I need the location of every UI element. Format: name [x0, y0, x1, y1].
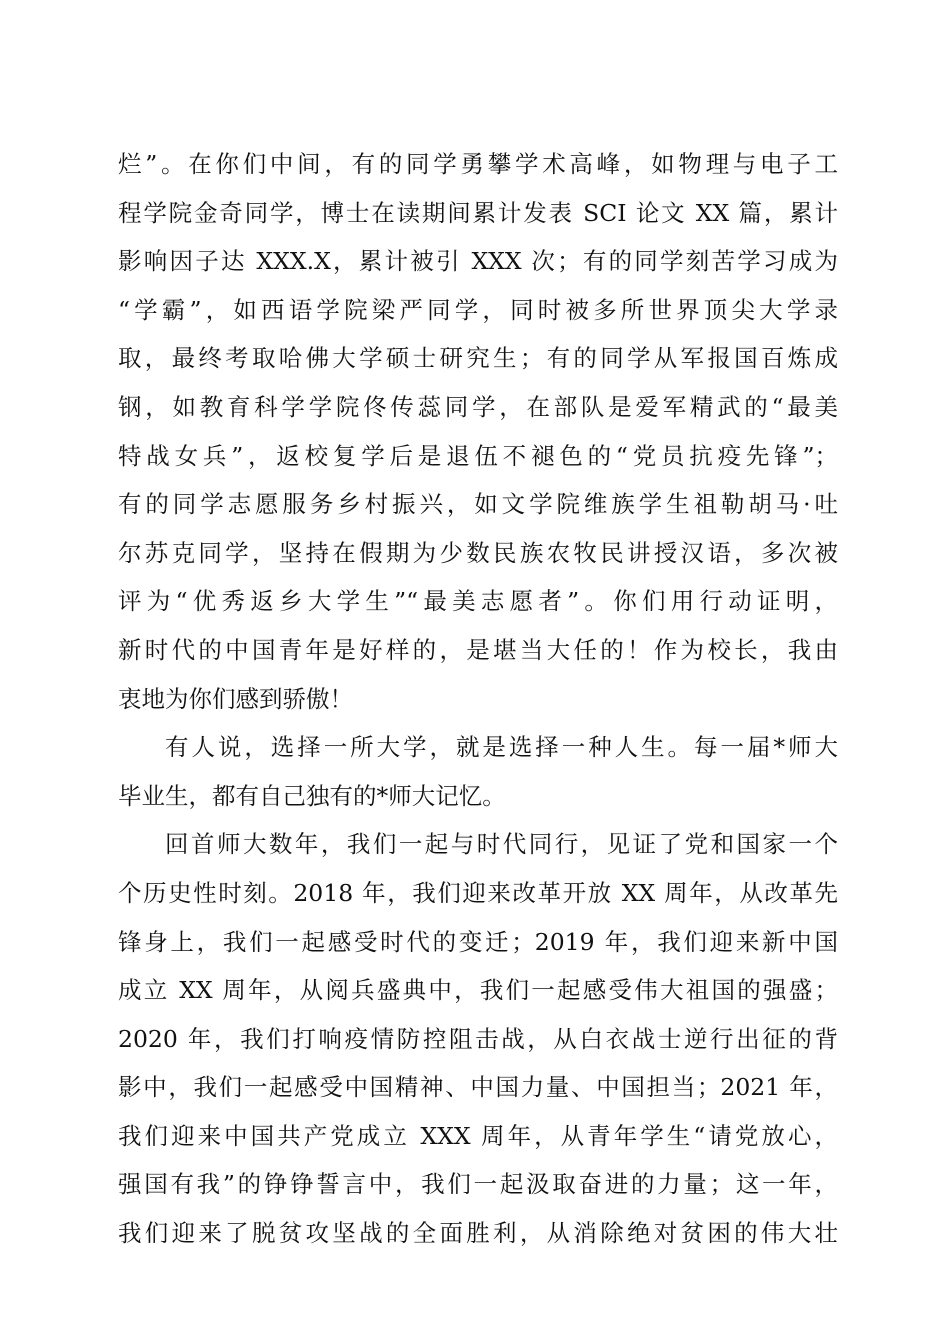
text-line: 影响因子达 XXX.X，累计被引 XXX 次；有的同学刻苦学习成为 — [118, 247, 838, 276]
text-line: 有人说，选择一所大学，就是选择一种人生。每一届*师大 — [165, 733, 838, 762]
text-line: 影中，我们一起感受中国精神、中国力量、中国担当；2021 年， — [118, 1073, 838, 1102]
text-line: 尔苏克同学，坚持在假期为少数民族农牧民讲授汉语，多次被 — [118, 538, 838, 567]
text-line: 衷地为你们感到骄傲！ — [118, 684, 353, 713]
paragraph-3 — [118, 820, 838, 1257]
text-line: 2020 年，我们打响疫情防控阻击战，从白衣战士逆行出征的背 — [118, 1024, 838, 1053]
paragraph-1 — [118, 140, 838, 723]
body-text — [118, 140, 838, 1258]
text-line: 取，最终考取哈佛大学硕士研究生；有的同学从军报国百炼成 — [118, 344, 838, 373]
text-line: “学霸”，如西语学院梁严同学，同时被多所世界顶尖大学录 — [118, 295, 838, 324]
text-line: 我们迎来中国共产党成立 XXX 周年，从青年学生“请党放心， — [118, 1121, 838, 1150]
text-line: 我们迎来了脱贫攻坚战的全面胜利，从消除绝对贫困的伟大壮 — [118, 1219, 838, 1248]
text-line: 毕业生，都有自己独有的*师大记忆。 — [118, 781, 506, 810]
text-line: 有的同学志愿服务乡村振兴，如文学院维族学生祖勒胡马·吐 — [118, 490, 838, 519]
text-line: 特战女兵”，返校复学后是退伍不褪色的“党员抗疫先锋”； — [118, 441, 838, 470]
text-line: 程学院金奇同学，博士在读期间累计发表 SCI 论文 XX 篇，累计 — [118, 198, 838, 227]
text-line: 新时代的中国青年是好样的，是堪当大任的！作为校长，我由 — [118, 635, 838, 664]
text-line: 回首师大数年，我们一起与时代同行，见证了党和国家一个 — [165, 830, 838, 859]
text-line: 锋身上，我们一起感受时代的变迁；2019 年，我们迎来新中国 — [118, 927, 838, 956]
text-line: 成立 XX 周年，从阅兵盛典中，我们一起感受伟大祖国的强盛； — [118, 976, 838, 1005]
text-line: 烂”。在你们中间，有的同学勇攀学术高峰，如物理与电子工 — [118, 150, 838, 178]
paragraph-2 — [118, 723, 838, 820]
text-line: 钢，如教育科学学院佟传蕊同学，在部队是爱军精武的“最美 — [118, 392, 838, 421]
text-line: 个历史性时刻。2018 年，我们迎来改革开放 XX 周年，从改革先 — [118, 878, 838, 907]
text-line: 评为“优秀返乡大学生”“最美志愿者”。你们用行动证明， — [118, 587, 838, 616]
text-line: 强国有我”的铮铮誓言中，我们一起汲取奋进的力量；这一年， — [118, 1170, 838, 1199]
